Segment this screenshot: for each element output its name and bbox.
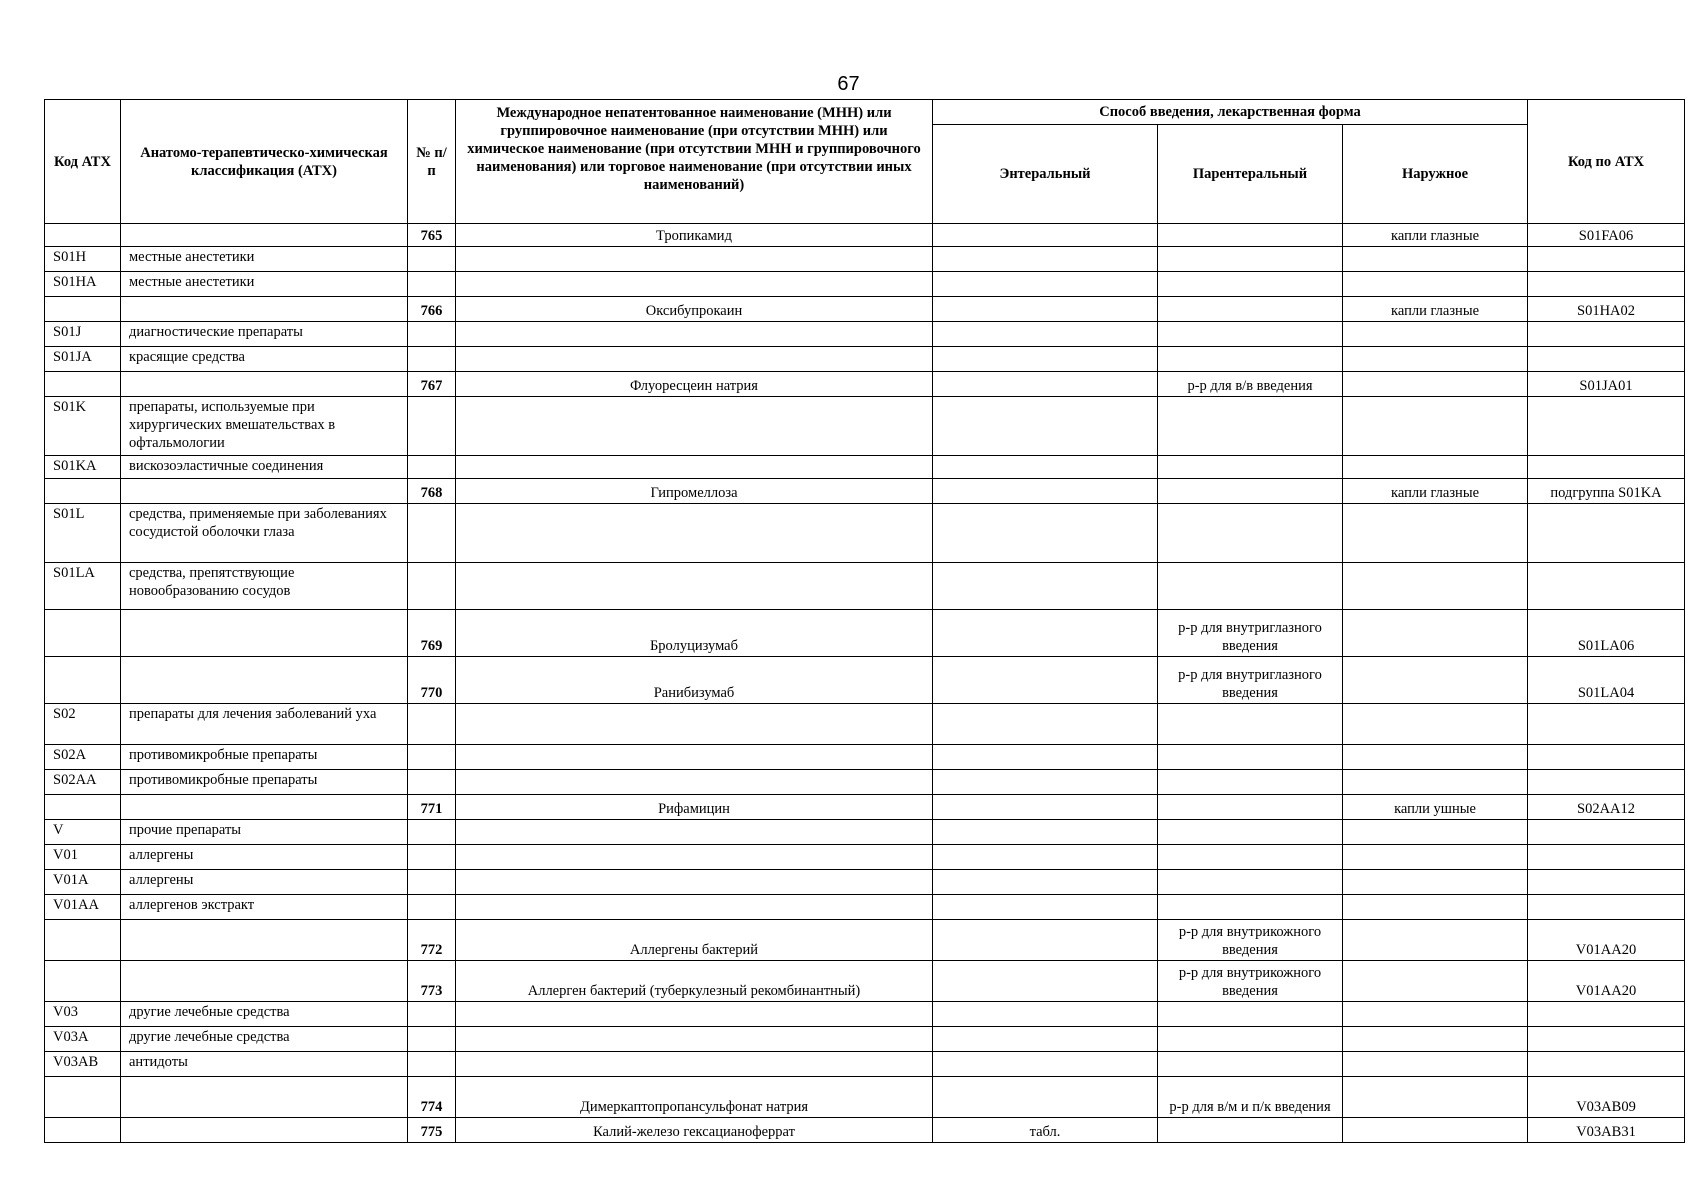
- table-row: [45, 704, 1685, 745]
- enteral-form: [933, 704, 1158, 745]
- header-code-atx: Код АТХ: [45, 100, 121, 224]
- table-row: [45, 297, 1685, 322]
- atx-classification: аллергенов экстракт: [121, 895, 408, 920]
- atx-group-code: [45, 1077, 121, 1118]
- row-number: [408, 1002, 456, 1027]
- table-row: [45, 745, 1685, 770]
- row-number: [408, 563, 456, 610]
- atx-group-code: S01HA: [45, 272, 121, 297]
- enteral-form: [933, 322, 1158, 347]
- atx-group-code: S01L: [45, 504, 121, 563]
- drug-atx-code: V01AA20: [1528, 961, 1685, 1002]
- enteral-form: [933, 247, 1158, 272]
- external-form: [1343, 1077, 1528, 1118]
- atx-group-code: S01K: [45, 397, 121, 456]
- enteral-form: [933, 795, 1158, 820]
- parenteral-form: [1158, 224, 1343, 247]
- drug-atx-code: [1528, 745, 1685, 770]
- enteral-form: табл.: [933, 1118, 1158, 1143]
- parenteral-form: [1158, 870, 1343, 895]
- atx-classification: красящие средства: [121, 347, 408, 372]
- drug-atx-code: [1528, 456, 1685, 479]
- table-row: [45, 372, 1685, 397]
- parenteral-form: [1158, 1118, 1343, 1143]
- external-form: [1343, 820, 1528, 845]
- drug-name: [456, 272, 933, 297]
- drug-atx-code: S01JA01: [1528, 372, 1685, 397]
- enteral-form: [933, 745, 1158, 770]
- parenteral-form: [1158, 563, 1343, 610]
- atx-group-code: [45, 795, 121, 820]
- drug-name: Рифамицин: [456, 795, 933, 820]
- atx-group-code: S01JA: [45, 347, 121, 372]
- row-number: [408, 1052, 456, 1077]
- external-form: [1343, 397, 1528, 456]
- drug-name: [456, 322, 933, 347]
- drug-atx-code: [1528, 1002, 1685, 1027]
- drug-atx-code: V03AB09: [1528, 1077, 1685, 1118]
- external-form: [1343, 920, 1528, 961]
- external-form: [1343, 1118, 1528, 1143]
- row-number: 768: [408, 479, 456, 504]
- enteral-form: [933, 504, 1158, 563]
- enteral-form: [933, 1002, 1158, 1027]
- external-form: [1343, 272, 1528, 297]
- atx-group-code: S02: [45, 704, 121, 745]
- atx-group-code: V03A: [45, 1027, 121, 1052]
- row-number: [408, 322, 456, 347]
- drug-name: Калий-железо гексацианоферрат: [456, 1118, 933, 1143]
- drug-atx-code: [1528, 563, 1685, 610]
- drug-name: Гипромеллоза: [456, 479, 933, 504]
- external-form: [1343, 456, 1528, 479]
- drug-name: [456, 1052, 933, 1077]
- enteral-form: [933, 770, 1158, 795]
- drug-atx-code: S01LA04: [1528, 657, 1685, 704]
- header-route-group: Способ введения, лекарственная форма: [933, 100, 1528, 125]
- table-row: [45, 1118, 1685, 1143]
- enteral-form: [933, 224, 1158, 247]
- parenteral-form: р-р для внутрикожного введения: [1158, 920, 1343, 961]
- row-number: 774: [408, 1077, 456, 1118]
- parenteral-form: р-р для внутриглазного введения: [1158, 610, 1343, 657]
- drug-name: [456, 820, 933, 845]
- atx-group-code: [45, 297, 121, 322]
- drug-atx-code: S01LA06: [1528, 610, 1685, 657]
- drug-name: [456, 1027, 933, 1052]
- external-form: [1343, 504, 1528, 563]
- atx-group-code: [45, 1118, 121, 1143]
- drug-name: [456, 770, 933, 795]
- drug-name: Оксибупрокаин: [456, 297, 933, 322]
- parenteral-form: [1158, 895, 1343, 920]
- atx-classification: другие лечебные средства: [121, 1002, 408, 1027]
- table-row: [45, 504, 1685, 563]
- drug-atx-code: [1528, 770, 1685, 795]
- drug-name: Аллергены бактерий: [456, 920, 933, 961]
- parenteral-form: [1158, 1027, 1343, 1052]
- enteral-form: [933, 456, 1158, 479]
- drug-atx-code: [1528, 347, 1685, 372]
- atx-classification: [121, 920, 408, 961]
- atx-classification: аллергены: [121, 870, 408, 895]
- parenteral-form: [1158, 845, 1343, 870]
- enteral-form: [933, 372, 1158, 397]
- atx-classification: аллергены: [121, 845, 408, 870]
- enteral-form: [933, 1077, 1158, 1118]
- drug-atx-code: [1528, 272, 1685, 297]
- atx-classification: антидоты: [121, 1052, 408, 1077]
- atx-group-code: [45, 920, 121, 961]
- drug-atx-code: [1528, 1052, 1685, 1077]
- drug-name: [456, 895, 933, 920]
- parenteral-form: [1158, 795, 1343, 820]
- row-number: [408, 456, 456, 479]
- atx-group-code: S01LA: [45, 563, 121, 610]
- row-number: [408, 895, 456, 920]
- drug-name: Ранибизумаб: [456, 657, 933, 704]
- drug-name: [456, 347, 933, 372]
- atx-classification: [121, 795, 408, 820]
- enteral-form: [933, 961, 1158, 1002]
- external-form: капли ушные: [1343, 795, 1528, 820]
- row-number: 769: [408, 610, 456, 657]
- table-row: [45, 961, 1685, 1002]
- parenteral-form: р-р для в/м и п/к введения: [1158, 1077, 1343, 1118]
- enteral-form: [933, 347, 1158, 372]
- external-form: [1343, 322, 1528, 347]
- row-number: [408, 272, 456, 297]
- drug-atx-code: [1528, 704, 1685, 745]
- parenteral-form: [1158, 504, 1343, 563]
- parenteral-form: [1158, 247, 1343, 272]
- parenteral-form: [1158, 272, 1343, 297]
- drug-atx-code: V01AA20: [1528, 920, 1685, 961]
- row-number: [408, 504, 456, 563]
- drug-atx-code: подгруппа S01KA: [1528, 479, 1685, 504]
- parenteral-form: [1158, 704, 1343, 745]
- external-form: [1343, 247, 1528, 272]
- atx-group-code: [45, 657, 121, 704]
- atx-group-code: S01J: [45, 322, 121, 347]
- row-number: [408, 770, 456, 795]
- external-form: [1343, 563, 1528, 610]
- page-number: 67: [837, 73, 860, 95]
- drug-atx-code: [1528, 845, 1685, 870]
- table-row: [45, 795, 1685, 820]
- external-form: капли глазные: [1343, 297, 1528, 322]
- table-row: [45, 1002, 1685, 1027]
- table-row: [45, 272, 1685, 297]
- atx-group-code: S02A: [45, 745, 121, 770]
- drug-atx-code: [1528, 1027, 1685, 1052]
- header-number: № п/п: [408, 100, 456, 224]
- external-form: капли глазные: [1343, 479, 1528, 504]
- parenteral-form: [1158, 322, 1343, 347]
- atx-group-code: S01KA: [45, 456, 121, 479]
- enteral-form: [933, 563, 1158, 610]
- atx-classification: [121, 610, 408, 657]
- table-row: [45, 224, 1685, 247]
- table-row: [45, 845, 1685, 870]
- table-row: [45, 456, 1685, 479]
- drug-name: Флуоресцеин натрия: [456, 372, 933, 397]
- parenteral-form: [1158, 820, 1343, 845]
- atx-classification: средства, применяемые при заболеваниях сосудистой оболочки глаза: [121, 504, 408, 563]
- row-number: [408, 745, 456, 770]
- table-row: [45, 870, 1685, 895]
- table-row: [45, 1077, 1685, 1118]
- external-form: [1343, 372, 1528, 397]
- enteral-form: [933, 870, 1158, 895]
- row-number: [408, 820, 456, 845]
- drug-name: Бролуцизумаб: [456, 610, 933, 657]
- atx-group-code: [45, 610, 121, 657]
- external-form: [1343, 347, 1528, 372]
- header-parenteral: Парентеральный: [1158, 125, 1343, 224]
- atx-classification: препараты, используемые при хирургических вмешательствах в офтальмологии: [121, 397, 408, 456]
- drug-atx-code: [1528, 247, 1685, 272]
- table-row: [45, 247, 1685, 272]
- table-row: [45, 895, 1685, 920]
- row-number: 773: [408, 961, 456, 1002]
- header-atx-code: Код по АТХ: [1528, 100, 1685, 224]
- parenteral-form: [1158, 1052, 1343, 1077]
- row-number: 765: [408, 224, 456, 247]
- atx-classification: [121, 479, 408, 504]
- external-form: [1343, 704, 1528, 745]
- parenteral-form: [1158, 297, 1343, 322]
- drug-atx-code: [1528, 397, 1685, 456]
- parenteral-form: р-р для внутрикожного введения: [1158, 961, 1343, 1002]
- drug-name: [456, 397, 933, 456]
- external-form: [1343, 845, 1528, 870]
- row-number: 772: [408, 920, 456, 961]
- external-form: [1343, 895, 1528, 920]
- table-row: [45, 1027, 1685, 1052]
- atx-group-code: V03: [45, 1002, 121, 1027]
- external-form: [1343, 870, 1528, 895]
- drug-atx-code: S02AA12: [1528, 795, 1685, 820]
- enteral-form: [933, 1052, 1158, 1077]
- external-form: [1343, 1027, 1528, 1052]
- external-form: [1343, 961, 1528, 1002]
- header-enteral: Энтеральный: [933, 125, 1158, 224]
- atx-classification: [121, 297, 408, 322]
- external-form: [1343, 610, 1528, 657]
- row-number: 775: [408, 1118, 456, 1143]
- external-form: [1343, 1052, 1528, 1077]
- atx-group-code: V01: [45, 845, 121, 870]
- table-row: [45, 657, 1685, 704]
- parenteral-form: р-р для в/в введения: [1158, 372, 1343, 397]
- drug-table: [44, 99, 1685, 1143]
- atx-classification: [121, 1118, 408, 1143]
- row-number: 771: [408, 795, 456, 820]
- external-form: [1343, 770, 1528, 795]
- drug-name: [456, 456, 933, 479]
- atx-group-code: S01H: [45, 247, 121, 272]
- atx-group-code: V01AA: [45, 895, 121, 920]
- drug-atx-code: S01FA06: [1528, 224, 1685, 247]
- enteral-form: [933, 845, 1158, 870]
- enteral-form: [933, 895, 1158, 920]
- atx-classification: средства, препятствующие новообразованию сосудов: [121, 563, 408, 610]
- enteral-form: [933, 820, 1158, 845]
- external-form: капли глазные: [1343, 224, 1528, 247]
- atx-classification: [121, 372, 408, 397]
- enteral-form: [933, 479, 1158, 504]
- enteral-form: [933, 272, 1158, 297]
- drug-name: [456, 845, 933, 870]
- parenteral-form: р-р для внутриглазного введения: [1158, 657, 1343, 704]
- row-number: [408, 1027, 456, 1052]
- enteral-form: [933, 610, 1158, 657]
- drug-atx-code: V03AB31: [1528, 1118, 1685, 1143]
- table-row: [45, 347, 1685, 372]
- enteral-form: [933, 657, 1158, 704]
- external-form: [1343, 745, 1528, 770]
- drug-name: Тропикамид: [456, 224, 933, 247]
- row-number: 766: [408, 297, 456, 322]
- drug-atx-code: [1528, 870, 1685, 895]
- row-number: [408, 347, 456, 372]
- table-row: [45, 322, 1685, 347]
- enteral-form: [933, 1027, 1158, 1052]
- row-number: 767: [408, 372, 456, 397]
- atx-group-code: V01A: [45, 870, 121, 895]
- atx-classification: другие лечебные средства: [121, 1027, 408, 1052]
- table-row: [45, 563, 1685, 610]
- row-number: [408, 704, 456, 745]
- atx-classification: [121, 657, 408, 704]
- row-number: [408, 247, 456, 272]
- external-form: [1343, 1002, 1528, 1027]
- row-number: [408, 397, 456, 456]
- parenteral-form: [1158, 347, 1343, 372]
- atx-classification: [121, 961, 408, 1002]
- atx-group-code: [45, 479, 121, 504]
- header-name: Международное непатентованное наименование (МНН) или группировочное наименование (при отсутствии МНН) или химическое наименование (при отсутствии МНН и группировочного наименования) или торговое наименование (при отсутствии иных наименований): [456, 100, 933, 224]
- atx-group-code: [45, 372, 121, 397]
- row-number: [408, 845, 456, 870]
- table-row: [45, 1052, 1685, 1077]
- header-external: Наружное: [1343, 125, 1528, 224]
- atx-classification: местные анестетики: [121, 247, 408, 272]
- parenteral-form: [1158, 1002, 1343, 1027]
- table-body: [45, 224, 1685, 1143]
- parenteral-form: [1158, 456, 1343, 479]
- drug-name: [456, 247, 933, 272]
- table-row: [45, 479, 1685, 504]
- table-row: [45, 770, 1685, 795]
- drug-atx-code: [1528, 322, 1685, 347]
- atx-classification: противомикробные препараты: [121, 770, 408, 795]
- atx-group-code: V: [45, 820, 121, 845]
- table-row: [45, 610, 1685, 657]
- drug-name: [456, 504, 933, 563]
- table-row: [45, 820, 1685, 845]
- enteral-form: [933, 920, 1158, 961]
- drug-name: [456, 704, 933, 745]
- parenteral-form: [1158, 397, 1343, 456]
- atx-group-code: [45, 961, 121, 1002]
- atx-classification: [121, 224, 408, 247]
- drug-name: Димеркаптопропансульфонат натрия: [456, 1077, 933, 1118]
- enteral-form: [933, 397, 1158, 456]
- table-row: [45, 397, 1685, 456]
- drug-name: [456, 745, 933, 770]
- drug-name: [456, 1002, 933, 1027]
- drug-name: Аллерген бактерий (туберкулезный рекомбинантный): [456, 961, 933, 1002]
- row-number: 770: [408, 657, 456, 704]
- drug-atx-code: [1528, 504, 1685, 563]
- drug-atx-code: [1528, 820, 1685, 845]
- atx-group-code: V03AB: [45, 1052, 121, 1077]
- enteral-form: [933, 297, 1158, 322]
- atx-classification: вискозоэластичные соединения: [121, 456, 408, 479]
- table-row: [45, 920, 1685, 961]
- atx-classification: местные анестетики: [121, 272, 408, 297]
- parenteral-form: [1158, 770, 1343, 795]
- drug-name: [456, 870, 933, 895]
- row-number: [408, 870, 456, 895]
- atx-classification: противомикробные препараты: [121, 745, 408, 770]
- drug-atx-code: S01HA02: [1528, 297, 1685, 322]
- atx-group-code: [45, 224, 121, 247]
- atx-classification: прочие препараты: [121, 820, 408, 845]
- atx-group-code: S02AA: [45, 770, 121, 795]
- header-classification: Анатомо-терапевтическо-химическая классификация (АТХ): [121, 100, 408, 224]
- parenteral-form: [1158, 479, 1343, 504]
- atx-classification: препараты для лечения заболеваний уха: [121, 704, 408, 745]
- external-form: [1343, 657, 1528, 704]
- parenteral-form: [1158, 745, 1343, 770]
- drug-name: [456, 563, 933, 610]
- atx-classification: [121, 1077, 408, 1118]
- drug-atx-code: [1528, 895, 1685, 920]
- atx-classification: диагностические препараты: [121, 322, 408, 347]
